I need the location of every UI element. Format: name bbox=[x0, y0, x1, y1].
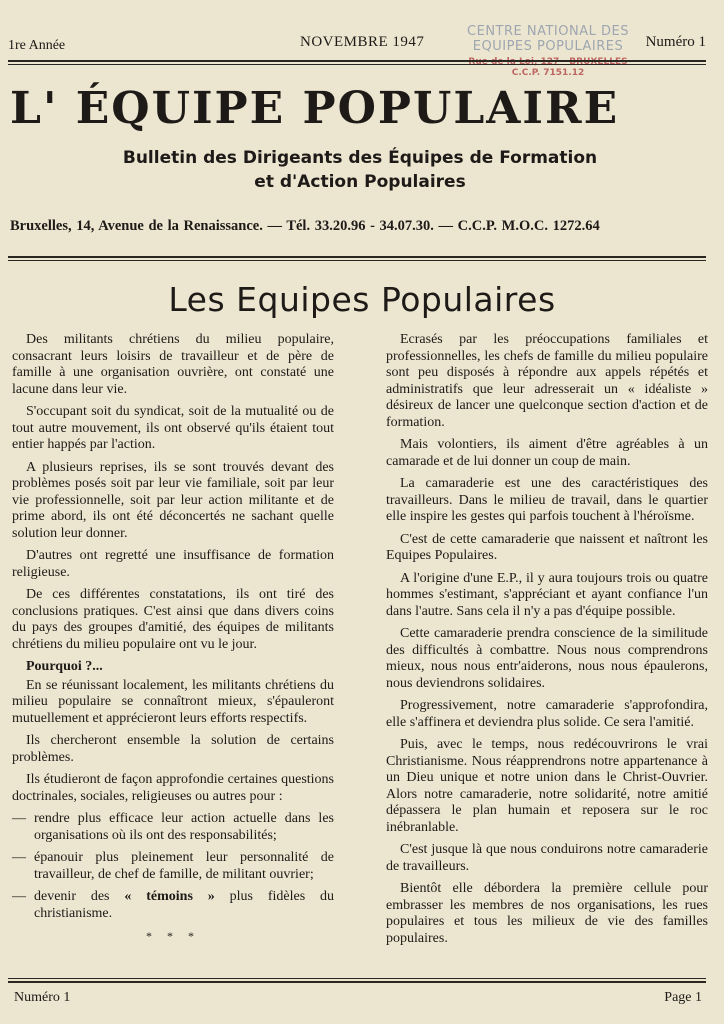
stamp-line-4: C.C.P. 7151.12 bbox=[511, 68, 585, 78]
list-item bbox=[12, 811, 334, 844]
section-separator: * * * bbox=[146, 929, 200, 943]
paragraph: A l'origine d'une E.P., il y aura toujours trois ou quatre hommes s'estimant, s'appréciant et ayant confiance l'un dans l'autre. Sans cela il n'y a pas d'équipe possible. bbox=[386, 570, 708, 619]
paragraph: En se réunissant localement, les militants chrétiens du milieu populaire se connaîtront mieux, s'épauleront mutuellement et apprécieront leurs efforts respectifs. bbox=[12, 677, 334, 726]
article-column-left bbox=[12, 332, 334, 945]
paragraph: Bientôt elle débordera la première cellule pour embrasser les membres de nos organisations, les rues populaires et tous les milieux de vie des familles populaires. bbox=[386, 881, 708, 946]
list-item-text: épanouir plus pleinement leur personnalité de travailleur, de chef de famille, de militant ouvrier; bbox=[34, 850, 334, 882]
paragraph: S'occupant soit du syndicat, soit de la mutualité ou de tout autre mouvement, ils ont observé qu'ils étaient tout entier happés par l'action. bbox=[12, 404, 334, 452]
list-item-text: rendre plus efficace leur action actuelle dans les organisations où ils ont des responsabilités; bbox=[34, 811, 334, 843]
list-item-text: devenir des bbox=[34, 889, 125, 904]
top-rule bbox=[8, 60, 706, 65]
stamp-line-1: CENTRE NATIONAL DES bbox=[467, 24, 629, 39]
paragraph: Ecrasés par les préoccupations familiales et professionnelles, les chefs de famille du milieu populaire sont peu disposés à répondre aux appels répétés et administratifs que leur adresserait un « idéaliste » désireux de lancer une quelconque section d'action et de formation. bbox=[386, 332, 708, 430]
stamp-line-2: EQUIPES POPULAIRES bbox=[472, 39, 624, 54]
masthead-subtitle bbox=[80, 146, 640, 194]
list-item-text: plus fidèles du christianisme. bbox=[34, 889, 334, 921]
archive-stamp bbox=[458, 24, 638, 79]
publisher-address: Bruxelles, 14, Avenue de la Renaissance. — Tél. 33.20.96 - 34.07.30. — C.C.P. M.O.C. 1272.64 bbox=[10, 218, 600, 234]
emphasis-temoins: « témoins » bbox=[124, 889, 215, 904]
paragraph: De ces différentes constatations, ils ont tiré des conclusions pratiques. C'est ainsi que dans divers coins du pays des groupes d'amitié, des équipes de militants chrétiens du milieu populaire ont vu le jour. bbox=[12, 587, 334, 652]
stamp-line-3: Rue de la Loi, 127 - BRUXELLES bbox=[468, 57, 628, 67]
list-item bbox=[12, 889, 334, 922]
paragraph: C'est de cette camaraderie que naissent et naîtront les Equipes Populaires. bbox=[386, 531, 708, 563]
footer-rule bbox=[8, 978, 706, 983]
paragraph: A plusieurs reprises, ils se sont trouvés devant des problèmes posés soit par leur vie familiale, soit par leur vie professionnelle, soit par leur action militante et de prime abord, ils ont été déconcertés ne sachant quelle solution leur donner. bbox=[12, 459, 334, 541]
masthead-rule bbox=[8, 256, 706, 261]
paragraph: Des militants chrétiens du milieu populaire, consacrant leurs loisirs de travailleur et de père de famille à une organisation ouvrière, ont constaté une lacune dans leur vie. bbox=[12, 332, 334, 397]
masthead-title: L' ÉQUIPE POPULAIRE bbox=[10, 83, 620, 134]
paragraph: C'est jusque là que nous conduirons notre camaraderie de travailleurs. bbox=[386, 842, 708, 874]
footer-issue-number: Numéro 1 bbox=[14, 990, 71, 1005]
goals-list bbox=[12, 811, 334, 922]
list-item bbox=[12, 850, 334, 883]
section-heading: Pourquoi ?... bbox=[26, 659, 103, 674]
paragraph: Progressivement, notre camaraderie s'approfondira, elle s'affinera et deviendra plus solide. Ce sera l'amitié. bbox=[386, 698, 708, 730]
article-column-right bbox=[386, 332, 708, 953]
page-number: Page 1 bbox=[664, 990, 702, 1005]
subtitle-line-2: et d'Action Populaires bbox=[254, 172, 466, 192]
issue-number: Numéro 1 bbox=[645, 34, 706, 50]
paragraph: Cette camaraderie prendra conscience de la similitude des difficultés à combattre. Nous nous comprendrons mieux, nous nous entr'aiderons, nous nous épaulerons, nous deviendrons solidaires. bbox=[386, 626, 708, 691]
paragraph: Puis, avec le temps, nous redécouvrirons le vrai Christianisme. Nous réapprendrons notre appartenance à un Dieu unique et notre union dans le Christ-Ouvrier. Alors notre camaraderie, notre solidarité, notre amitié dépassera le plan humain et reposera sur le roc inébranlable. bbox=[386, 737, 708, 835]
paragraph: Ils étudieront de façon approfondie certaines questions doctrinales, sociales, religieuses ou autres pour : bbox=[12, 772, 334, 804]
paragraph: Ils chercheront ensemble la solution de certains problèmes. bbox=[12, 733, 334, 765]
article-title: Les Equipes Populaires bbox=[168, 280, 556, 319]
paragraph: D'autres ont regretté une insuffisance de formation religieuse. bbox=[12, 548, 334, 580]
subtitle-line-1: Bulletin des Dirigeants des Équipes de Formation bbox=[122, 148, 598, 168]
volume-year: 1re Année bbox=[8, 38, 66, 53]
issue-date: NOVEMBRE 1947 bbox=[300, 34, 425, 50]
paragraph: La camaraderie est une des caractéristiques des travailleurs. Dans le milieu de travail, dans le quartier elle inspire les gestes qui parfois touchent à l'héroïsme. bbox=[386, 476, 708, 524]
paragraph: Mais volontiers, ils aiment d'être agréables à un camarade et de lui donner un coup de main. bbox=[386, 437, 708, 469]
